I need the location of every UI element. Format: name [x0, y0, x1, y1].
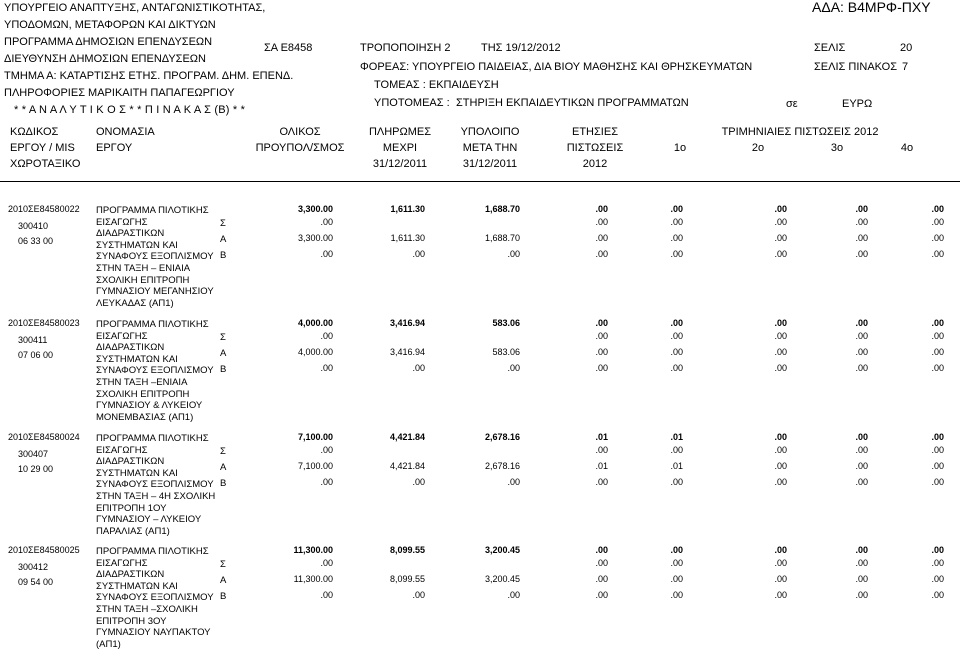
q4-value: .00	[931, 432, 944, 442]
project-name-line: ΕΙΣΑΓΩΓΗΣ	[96, 330, 148, 342]
ministry-line-2: ΥΠΟΔΟΜΩΝ, ΜΕΤΑΦΟΡΩΝ ΚΑΙ ΔΙΚΤΥΩΝ	[4, 19, 216, 31]
remaining-value: 3,200.45	[484, 545, 520, 555]
total-budget-value: .00	[320, 363, 333, 373]
q2-value: .00	[774, 363, 787, 373]
q2-value: .00	[774, 318, 787, 328]
project-name-line: ΔΙΑΔΡΑΣΤΙΚΩΝ	[96, 569, 165, 581]
project-name-line: ΣΤΗΝ ΤΑΞΗ –ΣΧΟΛΙΚΗ	[96, 604, 198, 615]
remaining-value: 2,678.16	[484, 461, 520, 471]
q2-value: .00	[774, 432, 787, 442]
ministry-line-3: ΠΡΟΓΡΑΜΜΑ ΔΗΜΟΣΙΩΝ ΕΠΕΝΔΥΣΕΩΝ	[4, 36, 213, 48]
project-name-line: ΠΡΟΓΡΑΜΜΑ ΠΙΛΟΤΙΚΗΣ	[96, 546, 209, 557]
funding-line-letter: Α	[220, 575, 227, 586]
project-name-line: ΕΙΣΑΓΩΓΗΣ	[96, 557, 148, 569]
q2-value: .00	[774, 217, 787, 227]
funding-line-letter: Α	[220, 462, 227, 473]
project-name-line: ΣΤΗΝ ΤΑΞΗ –ΕΝΙΑΙΑ	[96, 377, 188, 388]
payments-value: 3,416.94	[389, 347, 425, 357]
q3-value: .00	[855, 477, 868, 487]
currency-unit: ΕΥΡΩ	[842, 98, 873, 110]
project-code: 2010ΣΕ84580024	[8, 432, 80, 442]
q4-value: .00	[931, 217, 944, 227]
q3-value: .00	[855, 204, 868, 214]
q1-value: .00	[670, 217, 683, 227]
total-budget-value: .00	[320, 331, 333, 341]
annual-credit-value: .00	[595, 574, 608, 584]
col-code-h3: ΧΩΡΟΤΑΞΙΚΟ	[10, 158, 81, 170]
project-name-line: ΔΙΑΔΡΑΣΤΙΚΩΝ	[96, 228, 165, 240]
payments-value: 1,611.30	[390, 204, 425, 214]
col-q2-h: 2ο	[751, 142, 765, 154]
table-page-number: 7	[902, 61, 909, 73]
ministry-line-4: ΔΙΕΥΘΥΝΣΗ ΔΗΜΟΣΙΩΝ ΕΠΕΝΔΥΣΕΩΝ	[4, 53, 206, 65]
payments-value: 4,421.84	[389, 432, 425, 442]
q3-value: .00	[855, 574, 868, 584]
project-name-line: ΕΠΙΤΡΟΠΗ 3ΟΥ	[96, 615, 167, 627]
annual-credit-value: .00	[595, 363, 608, 373]
q2-value: .00	[774, 445, 787, 455]
annual-credit-value: .01	[595, 432, 608, 442]
funding-line-letter: Β	[220, 478, 227, 489]
project-name-line: ΣΤΗΝ ΤΑΞΗ – ΕΝΙΑΙΑ	[96, 263, 191, 274]
project-name-line: ΕΙΣΑΓΩΓΗΣ	[96, 216, 148, 228]
funding-line-letter: Β	[220, 591, 227, 602]
mis-code: 300407	[18, 449, 49, 459]
total-budget-value: .00	[320, 558, 333, 568]
q3-value: .00	[855, 233, 868, 243]
total-budget-value: 11,300.00	[293, 545, 333, 555]
q1-value: .00	[670, 445, 683, 455]
col-payments-h1: ΠΛΗΡΩΜΕΣ	[368, 126, 432, 138]
funding-line-letter: Α	[220, 234, 227, 245]
q2-value: .00	[774, 477, 787, 487]
total-budget-value: .00	[320, 217, 333, 227]
project-name-line: ΣΥΣΤΗΜΑΤΩΝ ΚΑΙ	[96, 353, 178, 365]
q4-value: .00	[931, 461, 944, 471]
q2-value: .00	[774, 574, 787, 584]
col-payments-h2: ΜΕΧΡΙ	[382, 142, 418, 154]
q2-value: .00	[774, 204, 787, 214]
q4-value: .00	[931, 318, 944, 328]
mis-code: 300410	[18, 221, 49, 231]
project-name-line: ΜΟΝΕΜΒΑΣΙΑΣ (ΑΠ1)	[96, 411, 194, 423]
annual-credit-value: .00	[595, 477, 608, 487]
q3-value: .00	[855, 318, 868, 328]
q2-value: .00	[774, 590, 787, 600]
col-annual-h3: 2012	[582, 158, 608, 170]
funding-line-letter: Σ	[220, 559, 226, 570]
annual-credit-value: .00	[595, 233, 608, 243]
annual-credit-value: .00	[595, 217, 608, 227]
q2-value: .00	[774, 233, 787, 243]
q4-value: .00	[931, 363, 944, 373]
col-remaining-h3: 31/12/2011	[462, 158, 518, 170]
project-name-line: ΠΡΟΓΡΑΜΜΑ ΠΙΛΟΤΙΚΗΣ	[96, 319, 209, 330]
project-name-line: ΕΠΙΤΡΟΠΗ 1ΟΥ	[96, 502, 167, 514]
q4-value: .00	[931, 331, 944, 341]
q4-value: .00	[931, 574, 944, 584]
ministry-line-6: ΠΛΗΡΟΦΟΡΙΕΣ ΜΑΡΙΚΑΙΤΗ ΠΑΠΑΓΕΩΡΓΙΟΥ	[4, 87, 235, 99]
q4-value: .00	[931, 233, 944, 243]
modification-number: ΤΡΟΠΟΠΟΙΗΣΗ 2	[360, 42, 451, 54]
total-budget-value: .00	[320, 249, 333, 259]
q1-value: .00	[670, 331, 683, 341]
payments-value: 8,099.55	[389, 574, 425, 584]
annual-credit-value: .00	[595, 545, 608, 555]
annual-credit-value: .00	[595, 558, 608, 568]
q1-value: .00	[670, 477, 683, 487]
q2-value: .00	[774, 558, 787, 568]
ada-code: ΑΔΑ: Β4ΜΡΦ-ΠΧΥ	[812, 0, 931, 15]
col-q4-h: 4ο	[900, 142, 914, 154]
q3-value: .00	[855, 249, 868, 259]
col-budget-h1: ΟΛΙΚΟΣ	[279, 126, 321, 138]
project-name-line: ΕΙΣΑΓΩΓΗΣ	[96, 444, 148, 456]
payments-value: 1,611.30	[390, 233, 425, 243]
total-budget-value: 4,000.00	[297, 318, 333, 328]
project-code: 2010ΣΕ84580022	[8, 204, 80, 214]
q1-value: .00	[670, 347, 683, 357]
spatial-code: 10 29 00	[18, 464, 54, 474]
project-name-line: ΠΡΟΓΡΑΜΜΑ ΠΙΛΟΤΙΚΗΣ	[96, 205, 209, 216]
currency-prefix: σε	[786, 98, 798, 110]
total-budget-value: 3,300.00	[297, 204, 333, 214]
project-name-line: ΠΡΟΓΡΑΜΜΑ ΠΙΛΟΤΙΚΗΣ	[96, 433, 209, 444]
payments-value: 3,416.94	[389, 318, 425, 328]
ypotomeas-value: ΣΤΗΡΙΞΗ ΕΚΠΑΙΔΕΥΤΙΚΩΝ ΠΡΟΓΡΑΜΜΑΤΩΝ	[456, 97, 689, 109]
total-budget-value: 7,100.00	[297, 461, 333, 471]
page-label: ΣΕΛΙΣ	[814, 42, 846, 54]
col-quarterly-h: ΤΡΙΜΗΝΙΑΙΕΣ ΠΙΣΤΩΣΕΙΣ 2012	[721, 126, 879, 138]
col-annual-h2: ΠΙΣΤΩΣΕΙΣ	[566, 142, 624, 154]
annual-credit-value: .00	[595, 249, 608, 259]
q4-value: .00	[931, 249, 944, 259]
payments-value: .00	[412, 590, 425, 600]
q2-value: .00	[774, 461, 787, 471]
q1-value: .00	[670, 545, 683, 555]
q1-value: .01	[670, 432, 683, 442]
q4-value: .00	[931, 204, 944, 214]
q1-value: .00	[670, 249, 683, 259]
report-title: * * Α Ν Α Λ Υ Τ Ι Κ Ο Σ * * Π Ι Ν Α Κ Α Σ (Β) * *	[14, 104, 246, 116]
remaining-value: 3,200.45	[484, 574, 520, 584]
col-code-h1: ΚΩΔΙΚΟΣ	[10, 126, 59, 138]
col-q1-h: 1ο	[673, 142, 687, 154]
funding-line-letter: Β	[220, 250, 227, 261]
col-name-h1: ΟΝΟΜΑΣΙΑ	[96, 126, 155, 138]
q1-value: .00	[670, 233, 683, 243]
total-budget-value: 3,300.00	[297, 233, 333, 243]
annual-credit-value: .00	[595, 347, 608, 357]
annual-credit-value: .00	[595, 331, 608, 341]
sa-code: ΣΑ Ε8458	[264, 42, 313, 54]
ypotomeas-label: ΥΠΟΤΟΜΕΑΣ :	[374, 97, 450, 109]
foreas: ΦΟΡΕΑΣ: ΥΠΟΥΡΓΕΙΟ ΠΑΙΔΕΙΑΣ, ΔΙΑ ΒΙΟΥ ΜΑΘΗΣΗΣ ΚΑΙ ΘΡΗΣΚΕΥΜΑΤΩΝ	[360, 61, 753, 73]
header-divider	[0, 181, 960, 182]
remaining-value: 2,678.16	[484, 432, 520, 442]
q1-value: .00	[670, 318, 683, 328]
col-remaining-h1: ΥΠΟΛΟΙΠΟ	[460, 126, 520, 138]
total-budget-value: 11,300.00	[293, 574, 333, 584]
q4-value: .00	[931, 590, 944, 600]
project-name-line: ΓΥΜΝΑΣΙΟΥ ΜΕΓΑΝΗΣΙΟΥ	[96, 286, 214, 298]
annual-credit-value: .00	[595, 318, 608, 328]
q1-value: .00	[670, 590, 683, 600]
annual-credit-value: .00	[595, 590, 608, 600]
q3-value: .00	[855, 432, 868, 442]
q1-value: .00	[670, 574, 683, 584]
q3-value: .00	[855, 558, 868, 568]
ministry-line-1: ΥΠΟΥΡΓΕΙΟ ΑΝΑΠΤΥΞΗΣ, ΑΝΤΑΓΩΝΙΣΤΙΚΟΤΗΤΑΣ,	[4, 2, 266, 14]
page-number: 20	[900, 42, 913, 54]
q2-value: .00	[774, 331, 787, 341]
q3-value: .00	[855, 461, 868, 471]
project-code: 2010ΣΕ84580025	[8, 545, 80, 555]
funding-line-letter: Σ	[220, 332, 226, 343]
col-q3-h: 3ο	[830, 142, 844, 154]
total-budget-value: .00	[320, 590, 333, 600]
q2-value: .00	[774, 545, 787, 555]
col-name-h2: ΕΡΓΟΥ	[96, 142, 133, 154]
col-annual-h1: ΕΤΗΣΙΕΣ	[572, 126, 618, 138]
tomeas: ΤΟΜΕΑΣ : ΕΚΠΑΙΔΕΥΣΗ	[374, 79, 499, 91]
payments-value: .00	[412, 249, 425, 259]
funding-line-letter: Β	[220, 364, 227, 375]
q4-value: .00	[931, 545, 944, 555]
remaining-value: .00	[507, 363, 520, 373]
spatial-code: 06 33 00	[18, 236, 54, 246]
payments-value: .00	[412, 363, 425, 373]
remaining-value: .00	[507, 249, 520, 259]
project-name-line: ΣΥΝΑΦΟΥΣ ΕΞΟΠΛΙΣΜΟΥ	[96, 365, 214, 377]
project-name-line: ΣΥΝΑΦΟΥΣ ΕΞΟΠΛΙΣΜΟΥ	[96, 251, 214, 263]
col-payments-h3: 31/12/2011	[372, 158, 428, 170]
q2-value: .00	[774, 249, 787, 259]
remaining-value: 583.06	[492, 318, 520, 328]
project-name-line: ΣΥΣΤΗΜΑΤΩΝ ΚΑΙ	[96, 467, 178, 479]
annual-credit-value: .00	[595, 204, 608, 214]
spatial-code: 07 06 00	[18, 350, 54, 360]
q2-value: .00	[774, 347, 787, 357]
q3-value: .00	[855, 363, 868, 373]
project-name-line: ΣΥΣΤΗΜΑΤΩΝ ΚΑΙ	[96, 580, 178, 592]
project-name-line: ΣΥΝΑΦΟΥΣ ΕΞΟΠΛΙΣΜΟΥ	[96, 592, 214, 604]
table-page-label: ΣΕΛΙΣ ΠΙΝΑΚΟΣ	[814, 61, 898, 73]
spatial-code: 09 54 00	[18, 577, 54, 587]
mis-code: 300411	[18, 335, 48, 345]
total-budget-value: .00	[320, 477, 333, 487]
payments-value: .00	[412, 477, 425, 487]
ministry-line-5: ΤΜΗΜΑ Α: ΚΑΤΑΡΤΙΣΗΣ ΕΤΗΣ. ΠΡΟΓΡΑΜ. ΔΗΜ. ΕΠΕΝΔ.	[4, 70, 294, 82]
project-name-line: ΣΧΟΛΙΚΗ ΕΠΙΤΡΟΠΗ	[96, 274, 190, 286]
remaining-value: .00	[507, 477, 520, 487]
q4-value: .00	[931, 445, 944, 455]
q1-value: .00	[670, 558, 683, 568]
project-name-line: ΣΥΣΤΗΜΑΤΩΝ ΚΑΙ	[96, 239, 178, 251]
q4-value: .00	[931, 558, 944, 568]
q3-value: .00	[855, 347, 868, 357]
project-name-line: ΔΙΑΔΡΑΣΤΙΚΩΝ	[96, 456, 165, 468]
q1-value: .00	[670, 204, 683, 214]
project-name-line: (ΑΠ1)	[96, 638, 121, 650]
q4-value: .00	[931, 347, 944, 357]
project-name-line: ΔΙΑΔΡΑΣΤΙΚΩΝ	[96, 342, 165, 354]
project-name-line: ΓΥΜΝΑΣΙΟΥ – ΛΥΚΕΙΟΥ	[96, 514, 202, 526]
project-name-line: ΣΤΗΝ ΤΑΞΗ – 4Η ΣΧΟΛΙΚΗ	[96, 491, 216, 502]
col-remaining-h2: ΜΕΤΑ ΤΗΝ	[462, 142, 518, 154]
project-name-line: ΠΑΡΑΛΙΑΣ (ΑΠ1)	[96, 525, 170, 537]
mis-code: 300412	[18, 562, 49, 572]
project-name-line: ΛΕΥΚΑΔΑΣ (ΑΠ1)	[96, 297, 174, 309]
q1-value: .00	[670, 363, 683, 373]
q1-value: .01	[670, 461, 683, 471]
remaining-value: 583.06	[492, 347, 520, 357]
total-budget-value: 7,100.00	[297, 432, 333, 442]
remaining-value: 1,688.70	[484, 204, 520, 214]
project-name-line: ΓΥΜΝΑΣΙΟΥ ΝΑΥΠΑΚΤΟΥ	[96, 627, 211, 639]
q3-value: .00	[855, 445, 868, 455]
annual-credit-value: .00	[595, 445, 608, 455]
project-name-line: ΣΧΟΛΙΚΗ ΕΠΙΤΡΟΠΗ	[96, 388, 190, 400]
funding-line-letter: Σ	[220, 446, 226, 457]
q3-value: .00	[855, 331, 868, 341]
funding-line-letter: Α	[220, 348, 227, 359]
project-name-line: ΣΥΝΑΦΟΥΣ ΕΞΟΠΛΙΣΜΟΥ	[96, 479, 214, 491]
payments-value: 8,099.55	[389, 545, 425, 555]
remaining-value: .00	[507, 590, 520, 600]
total-budget-value: 4,000.00	[297, 347, 333, 357]
annual-credit-value: .01	[595, 461, 608, 471]
q3-value: .00	[855, 590, 868, 600]
col-code-h2: ΕΡΓΟΥ / MIS	[10, 142, 75, 154]
modification-date: ΤΗΣ 19/12/2012	[481, 42, 561, 54]
col-budget-h2: ΠΡΟΥΠΟΛ/ΣΜΟΣ	[255, 142, 345, 154]
remaining-value: 1,688.70	[484, 233, 520, 243]
project-name-line: ΓΥΜΝΑΣΙΟΥ & ΛΥΚΕΙΟΥ	[96, 400, 203, 412]
total-budget-value: .00	[320, 445, 333, 455]
project-code: 2010ΣΕ84580023	[8, 318, 80, 328]
funding-line-letter: Σ	[220, 218, 226, 229]
q3-value: .00	[855, 217, 868, 227]
q3-value: .00	[855, 545, 868, 555]
payments-value: 4,421.84	[389, 461, 425, 471]
q4-value: .00	[931, 477, 944, 487]
